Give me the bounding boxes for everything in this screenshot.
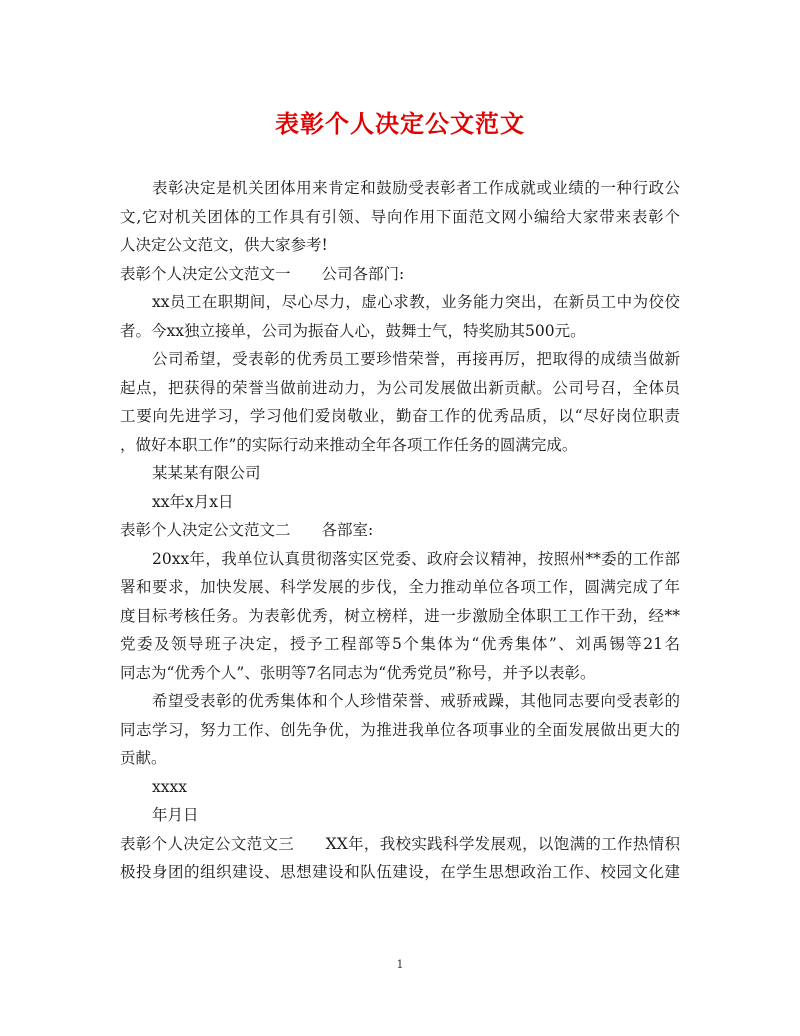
signature-date: 年月日 bbox=[152, 806, 199, 824]
section-heading: 表彰个人决定公文范文二 各部室: bbox=[120, 521, 374, 539]
body-line: 公司希望，受表彰的优秀员工要珍惜荣誉，再接再厉，把取得的成绩当做新 bbox=[152, 350, 680, 368]
body-line: 文,它对机关团体的工作具有引领、导向作用下面范文网小编给大家带来表彰个 bbox=[120, 207, 680, 226]
signature-company: 某某某有限公司 bbox=[152, 464, 261, 482]
body-line: 同志学习，努力工作、创先争优，为推进我单位各项事业的全面发展做出更大的 bbox=[120, 720, 680, 739]
body-line: 表彰决定是机关团体用来肯定和鼓励受表彰者工作成就或业绩的一种行政公 bbox=[152, 179, 680, 197]
section-heading: 表彰个人决定公文范文一 公司各部门: bbox=[120, 264, 405, 283]
body-line: 极投身团的组织建设、思想建设和队伍建设，在学生思想政治工作、校园文化建 bbox=[120, 863, 680, 881]
body-line: 者。今xx独立接单，公司为振奋人心，鼓舞士气，特奖励其500元。 bbox=[120, 321, 586, 340]
signature-organization: xxxx bbox=[152, 777, 187, 796]
body-line: ，做好本职工作”的实际行动来推动全年各项工作任务的圆满完成。 bbox=[120, 435, 578, 454]
document-body bbox=[120, 174, 680, 887]
body-line: xx员工在职期间，尽心尽力，虚心求教，业务能力突出，在新员工中为佼佼 bbox=[152, 293, 680, 311]
body-line: 同志为“优秀个人”、张明等7名同志为“优秀党员”称号，并予以表彰。 bbox=[120, 663, 596, 682]
body-line: 起点，把获得的荣誉当做前进动力，为公司发展做出新贡献。公司号召，全体员 bbox=[120, 378, 680, 397]
body-line: 希望受表彰的优秀集体和个人珍惜荣誉、戒骄戒躁，其他同志要向受表彰的 bbox=[152, 692, 680, 710]
body-line: 人决定公文范文，供大家参考! bbox=[120, 236, 328, 254]
body-line: 20xx年，我单位认真贯彻落实区党委、政府会议精神，按照州**委的工作部 bbox=[152, 549, 680, 568]
body-line: 工要向先进学习，学习他们爱岗敬业，勤奋工作的优秀品质，以“尽好岗位职责 bbox=[120, 407, 680, 425]
signature-date: xx年x月x日 bbox=[152, 492, 234, 511]
body-line: 贡献。 bbox=[120, 749, 167, 767]
document-title: 表彰个人决定公文范文 bbox=[275, 109, 525, 138]
page-number: 1 bbox=[396, 958, 404, 971]
body-line: 党委及领导班子决定，授予工程部等5个集体为“优秀集体”、刘禹锡等21名 bbox=[120, 635, 680, 653]
section-heading: 表彰个人决定公文范文三 XX年，我校实践科学发展观，以饱满的工作热情积 bbox=[120, 834, 680, 853]
body-line: 度目标考核任务。为表彰优秀，树立榜样，进一步激励全体职工工作干劲，经** bbox=[120, 606, 680, 625]
body-line: 署和要求，加快发展、科学发展的步伐，全力推动单位各项工作，圆满完成了年 bbox=[120, 578, 680, 596]
